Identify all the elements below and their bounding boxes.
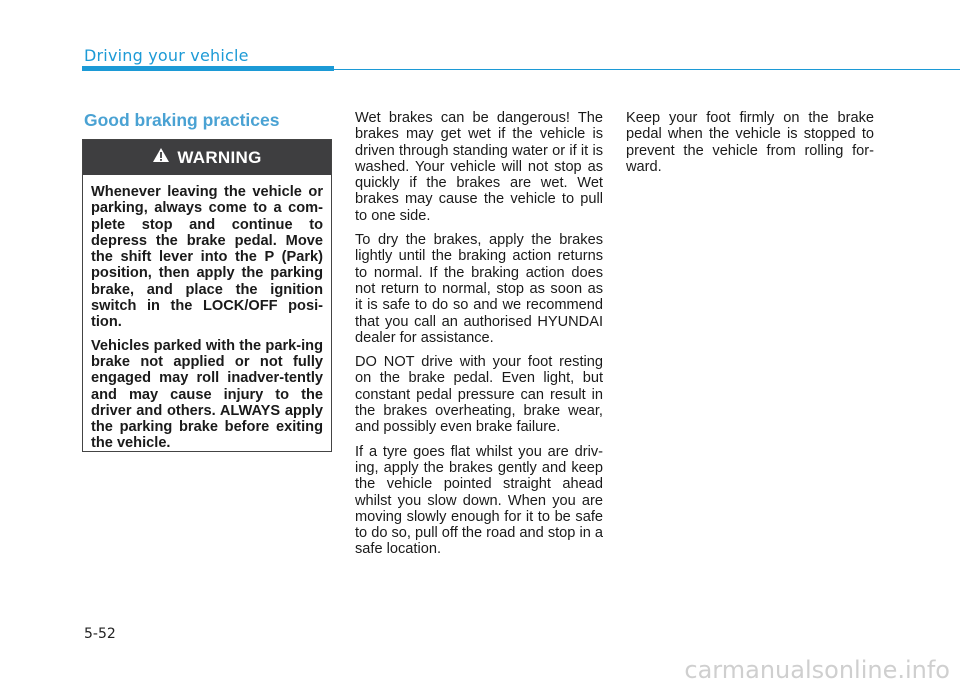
warning-label: WARNING — [177, 147, 262, 167]
warning-box — [82, 139, 332, 452]
section-title: Driving your vehicle — [84, 46, 249, 65]
warning-triangle-icon — [152, 147, 170, 168]
body-paragraph: To dry the brakes, apply the brakes lightly until the braking action returns to normal. If the braking action does not return to normal, stop as soon as it is safe to do so and we recommend that you call an authorised HYUNDAI dealer for assistance. — [355, 232, 603, 346]
warning-paragraph: Vehicles parked with the park-ing brake not applied or not fully engaged may roll inadver-tently and may cause injury to the driver and others. ALWAYS apply the parking brake before exiting the vehicle. — [91, 337, 323, 452]
header-rule-thick — [82, 66, 334, 71]
body-paragraph: DO NOT drive with your foot resting on the brake pedal. Even light, but constant pedal pressure can result in the brakes overheating, brake wear, and possibly even brake failure. — [355, 354, 603, 436]
body-paragraph: Wet brakes can be dangerous! The brakes may get wet if the vehicle is driven through standing water or if it is washed. Your vehicle will not stop as quickly if the brakes are wet. Wet brakes may cause the vehicle to pull to one side. — [355, 110, 603, 224]
header-rule-thin — [334, 69, 960, 71]
page-heading: Good braking practices — [84, 110, 280, 130]
warning-paragraph: Whenever leaving the vehicle or parking, always come to a com-plete stop and continue to depress the brake pedal. Move the shift lever into the P (Park) position, then apply the parking brake, and place the ignition switch in the LOCK/OFF posi-tion. — [91, 184, 323, 331]
body-paragraph: If a tyre goes flat whilst you are driv-ing, apply the brakes gently and keep the vehicle pointed straight ahead whilst you slow down. When you are moving slowly enough for it to be safe to do so, pull off the road and stop in a safe location. — [355, 443, 604, 558]
warning-body — [83, 175, 331, 452]
body-paragraph: Keep your foot firmly on the brake pedal when the vehicle is stopped to prevent the vehicle from rolling for-ward. — [626, 110, 874, 175]
text-column-2 — [355, 110, 603, 566]
text-column-3 — [626, 110, 874, 183]
watermark: carmanualsonline.info — [684, 656, 950, 684]
page-number: 5-52 — [84, 626, 116, 642]
warning-header — [83, 140, 331, 175]
